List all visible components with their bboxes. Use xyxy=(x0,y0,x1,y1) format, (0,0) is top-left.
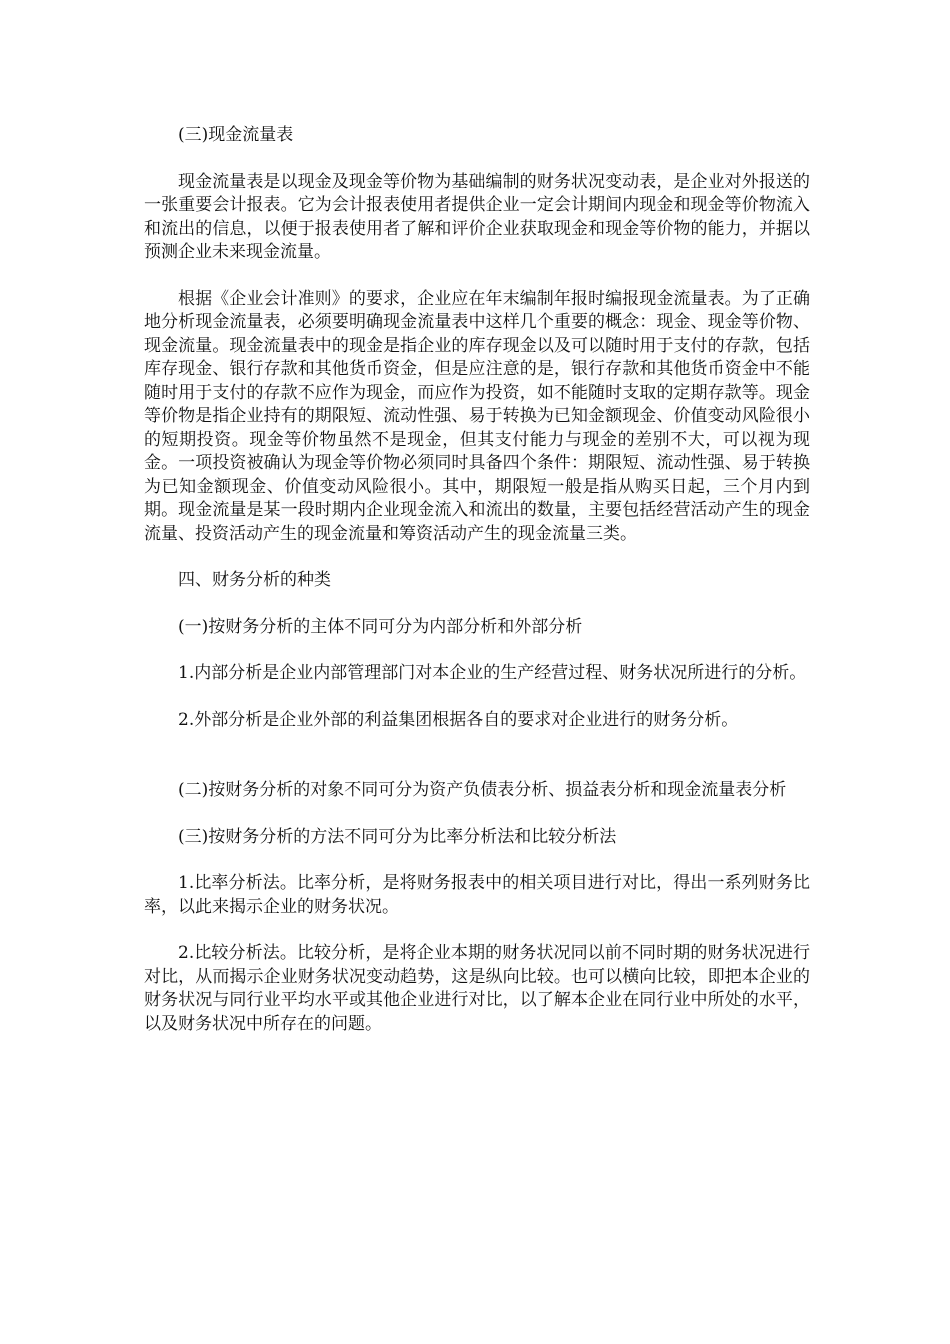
subheading-by-subject: (一)按财务分析的主体不同可分为内部分析和外部分析 xyxy=(178,616,583,637)
paragraph-cash-flow-definition: 现金流量表是以现金及现金等价物为基础编制的财务状况变动表，是企业对外报送的一张重要会计报表。它为会计报表使用者提供企业一定会计期间内现金和现金等价物流入和流出的信息，以便于报表使用者了解和评价企业获取现金和现金等价物的能力，并据以预测企业未来现金流量。 xyxy=(144,171,810,262)
paragraph-external-analysis: 2.外部分析是企业外部的利益集团根据各自的要求对企业进行的财务分析。 xyxy=(178,709,739,730)
paragraph-internal-analysis: 1.内部分析是企业内部管理部门对本企业的生产经营过程、财务状况所进行的分析。 xyxy=(178,663,807,683)
section-heading-analysis-types: 四、财务分析的种类 xyxy=(178,570,331,590)
paragraph-ratio-analysis: 1.比率分析法。比率分析，是将财务报表中的相关项目进行对比，得出一系列财务比率，以此来揭示企业的财务状况。 xyxy=(144,873,810,917)
paragraph-comparative-analysis: 2.比较分析法。比较分析，是将企业本期的财务状况同以前不同时期的财务状况进行对比，从而揭示企业财务状况变动趋势，这是纵向比较。也可以横向比较，即把本企业的财务状况与同行业平均水平或其他企业进行对比，以了解本企业在同行业中所处的水平，以及财务状况中所存在的问题。 xyxy=(144,943,810,1034)
subheading-by-object: (二)按财务分析的对象不同可分为资产负债表分析、损益表分析和现金流量表分析 xyxy=(178,780,787,800)
section-heading-cash-flow-statement: (三)现金流量表 xyxy=(178,125,294,145)
subheading-by-method: (三)按财务分析的方法不同可分为比率分析法和比较分析法 xyxy=(178,826,617,847)
document-page xyxy=(144,124,810,1059)
paragraph-cash-flow-concepts: 根据《企业会计准则》的要求，企业应在年末编制年报时编报现金流量表。为了正确地分析现金流量表，必须要明确现金流量表中这样几个重要的概念：现金、现金等价物、现金流量。现金流量表中的现金是指企业的库存现金以及可以随时用于支付的存款，包括库存现金、银行存款和其他货币资金，但是应注意的是，银行存款和其他货币资金中不能随时用于支付的存款不应作为现金，而应作为投资，如不能随时支取的定期存款等。现金等价物是指企业持有的期限短、流动性强、易于转换为已知金额现金、价值变动风险很小的短期投资。现金等价物虽然不是现金，但其支付能力与现金的差别不大，可以视为现金。一项投资被确认为现金等价物必须同时具备四个条件：期限短、流动性强、易于转换为已知金额现金、价值变动风险很小。其中，期限短一般是指从购买日起，三个月内到期。现金流量是某一段时期内企业现金流入和流出的数量，主要包括经营活动产生的现金流量、投资活动产生的现金流量和筹资活动产生的现金流量三类。 xyxy=(144,288,810,544)
